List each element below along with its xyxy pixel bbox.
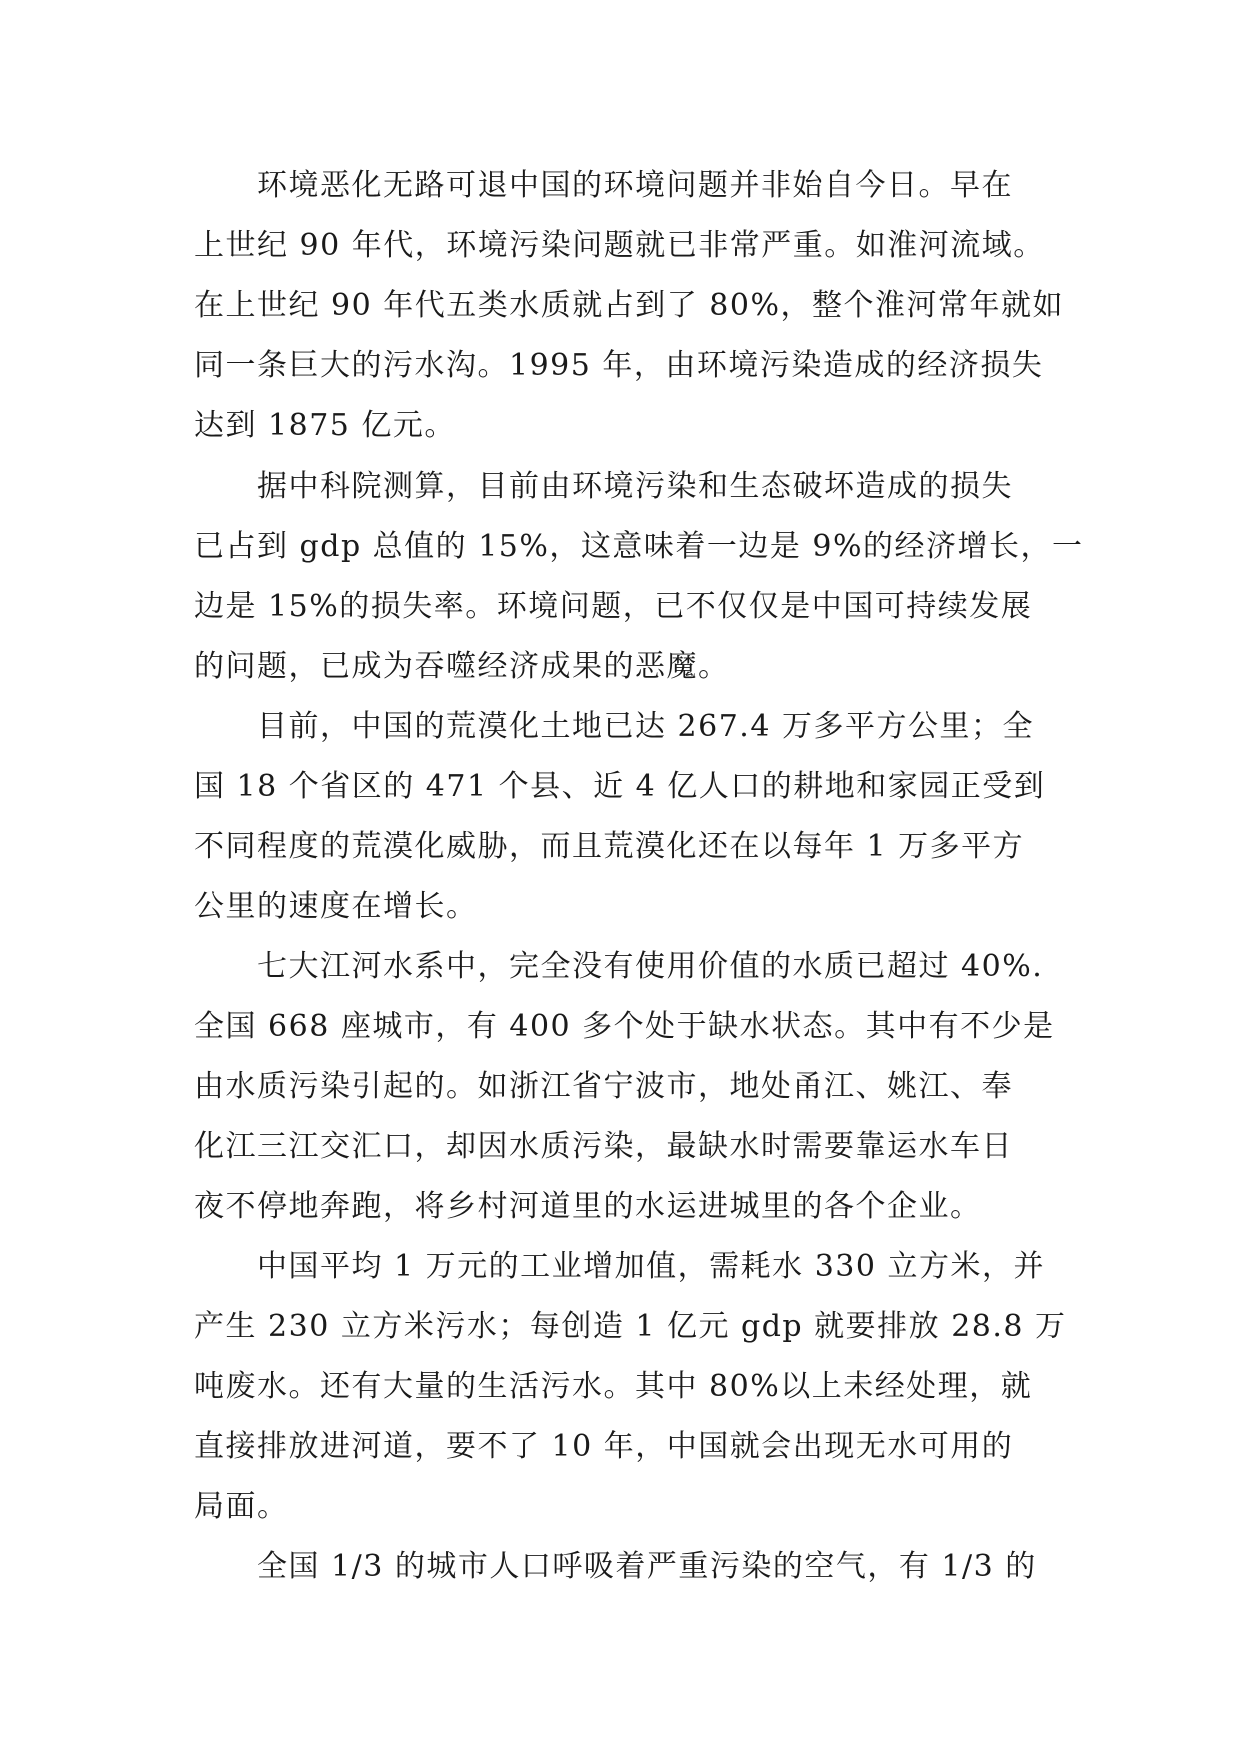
paragraph-huaihe-pollution (194, 156, 1074, 456)
text-line: 上世纪 90 年代，环境污染问题就已非常严重。如淮河流域。 (194, 228, 1045, 263)
paragraph-industrial-wastewater (194, 1237, 1074, 1537)
text-line: 在上世纪 90 年代五类水质就占到了 80%，整个淮河常年就如 (194, 288, 1064, 323)
text-line: 国 18 个省区的 471 个县、近 4 亿人口的耕地和家园正受到 (194, 769, 1046, 804)
text-line: 达到 1875 亿元。 (194, 408, 456, 443)
text-line: 目前，中国的荒漠化土地已达 267.4 万多平方公里；全 (257, 709, 1034, 744)
text-line: 产生 230 立方米污水；每创造 1 亿元 gdp 就要排放 28.8 万 (194, 1309, 1067, 1344)
paragraph-air-pollution (194, 1537, 1074, 1597)
text-line: 七大江河水系中，完全没有使用价值的水质已超过 40%. (257, 949, 1044, 984)
text-line: 中国平均 1 万元的工业增加值，需耗水 330 立方米，并 (257, 1249, 1045, 1284)
text-line: 据中科院测算，目前由环境污染和生态破坏造成的损失 (257, 469, 1013, 504)
text-line: 边是 15%的损失率。环境问题，已不仅仅是中国可持续发展 (194, 589, 1033, 624)
text-line: 不同程度的荒漠化威胁，而且荒漠化还在以每年 1 万多平方 (194, 829, 1025, 864)
text-line: 化江三江交汇口，却因水质污染，最缺水时需要靠运水车日 (194, 1129, 1013, 1164)
paragraph-desertification (194, 697, 1074, 937)
text-line: 由水质污染引起的。如浙江省宁波市，地处甬江、姚江、奉 (194, 1069, 1013, 1104)
text-line: 夜不停地奔跑，将乡村河道里的水运进城里的各个企业。 (194, 1189, 982, 1224)
text-line: 环境恶化无路可退中国的环境问题并非始自今日。早在 (257, 168, 1013, 203)
text-line: 已占到 gdp 总值的 15%，这意味着一边是 9%的经济增长，一 (194, 529, 1084, 564)
text-line: 全国 668 座城市，有 400 多个处于缺水状态。其中有不少是 (194, 1009, 1055, 1044)
text-line: 同一条巨大的污水沟。1995 年，由环境污染造成的经济损失 (194, 348, 1044, 383)
text-line: 全国 1/3 的城市人口呼吸着严重污染的空气，有 1/3 的 (257, 1549, 1037, 1584)
paragraph-gdp-loss (194, 457, 1084, 697)
text-line: 局面。 (194, 1489, 289, 1524)
text-line: 直接排放进河道，要不了 10 年，中国就会出现无水可用的 (194, 1429, 1014, 1464)
paragraph-water-shortage (194, 937, 1074, 1237)
text-line: 公里的速度在增长。 (194, 889, 478, 924)
text-line: 的问题，已成为吞噬经济成果的恶魔。 (194, 649, 730, 684)
text-line: 吨废水。还有大量的生活污水。其中 80%以上未经处理，就 (194, 1369, 1033, 1404)
